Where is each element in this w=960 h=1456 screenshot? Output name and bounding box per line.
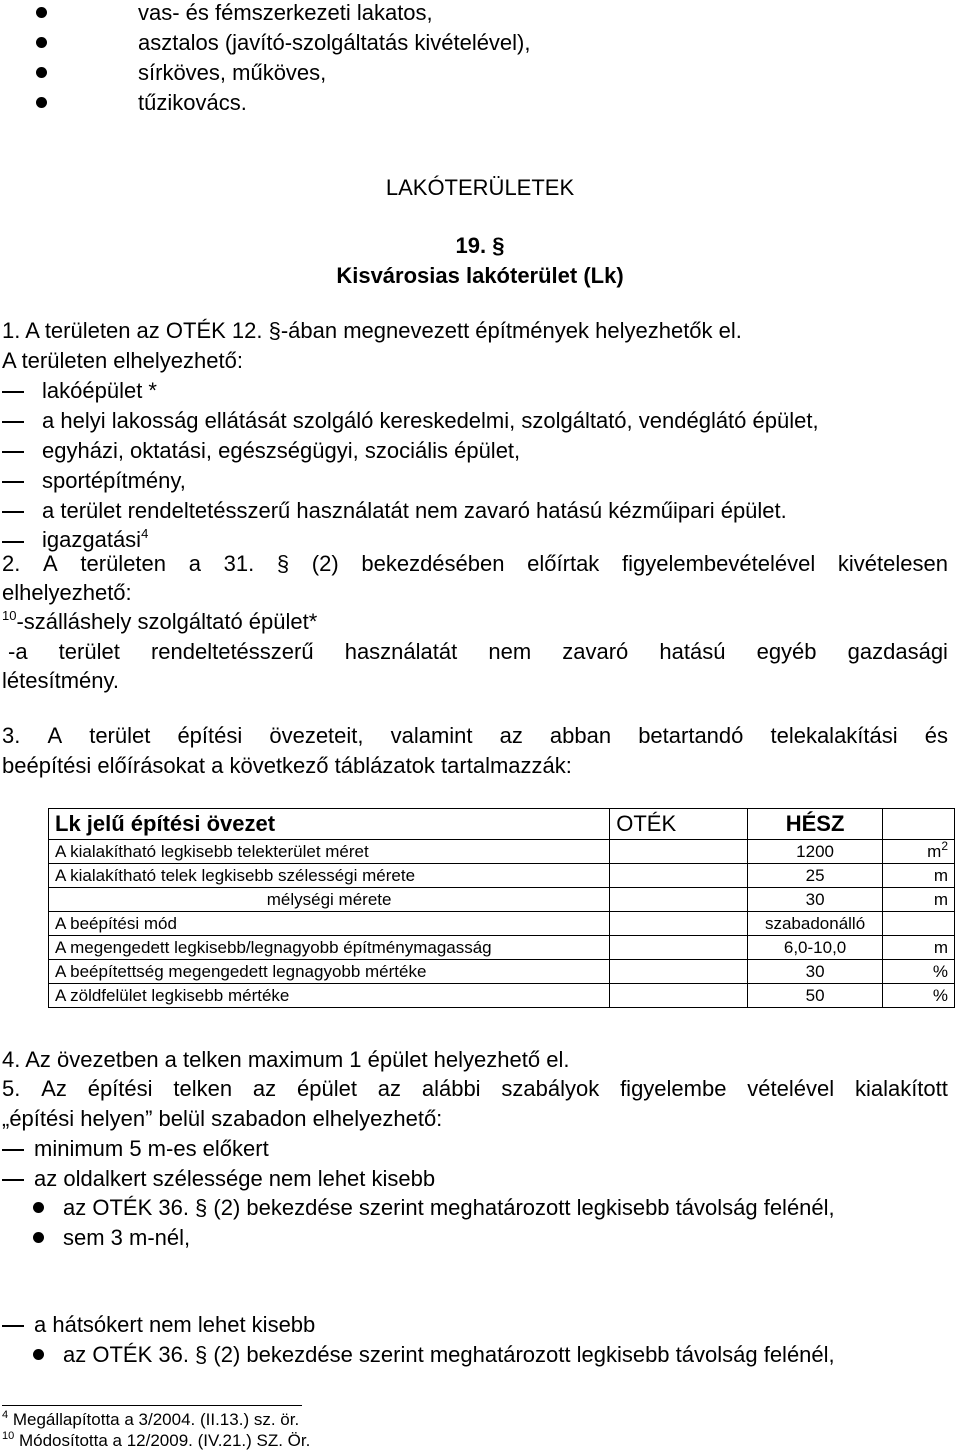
- word: használatát: [344, 639, 458, 664]
- header-hesz: HÉSZ: [748, 809, 883, 840]
- paragraph-title: Kisvárosias lakóterület (Lk): [336, 263, 624, 288]
- list-item-igazgatasi: [42, 527, 148, 553]
- row-value: 1200: [748, 840, 883, 864]
- word: (2): [311, 551, 339, 576]
- bullet-icon: [33, 1232, 44, 1243]
- table-row: [49, 864, 955, 888]
- word: építési: [177, 723, 243, 748]
- row-value: szabadonálló: [748, 912, 883, 936]
- word: 2.: [2, 551, 21, 576]
- point-2-line2: elhelyezhető:: [2, 580, 132, 605]
- footnote-number: 10: [2, 1430, 15, 1442]
- point-2-item1: [2, 609, 317, 635]
- word: egyéb: [756, 639, 817, 664]
- allowed-intro: A területen elhelyezhető:: [2, 348, 243, 373]
- word: terület: [58, 639, 120, 664]
- word: nem: [488, 639, 532, 664]
- table-row: [49, 840, 955, 864]
- word: figyelembe: [620, 1076, 727, 1101]
- word: épület: [296, 1076, 357, 1101]
- point-5-line2: „építési helyen” belül szabadon elhelyezhető:: [2, 1106, 443, 1131]
- row-otek: [610, 912, 748, 936]
- table-row: [49, 912, 955, 936]
- row-label: mélységi mérete: [49, 888, 610, 912]
- word: gazdasági: [847, 639, 948, 664]
- word: rendeltetésszerű: [150, 639, 314, 664]
- footnote-number: 4: [2, 1409, 9, 1421]
- footnote-separator: [2, 1405, 302, 1406]
- word: építési: [87, 1076, 153, 1101]
- list-item: vas- és fémszerkezeti lakatos,: [138, 0, 433, 25]
- paragraph-number: 19. §: [455, 233, 505, 258]
- footnote-text: Módosította a 12/2009. (IV.21.) SZ. Ör.: [14, 1431, 311, 1450]
- unit-text: m: [927, 841, 942, 861]
- list-item: az OTÉK 36. § (2) bekezdése szerint meghatározott legkisebb távolság felénél,: [63, 1342, 835, 1367]
- dash-icon: [2, 1179, 24, 1181]
- list-item: tűzikovács.: [138, 90, 247, 115]
- word: A: [47, 723, 63, 748]
- word: és: [924, 723, 948, 748]
- bullet-icon: [36, 97, 47, 108]
- dash-icon: [2, 421, 24, 423]
- point-3-line2: beépítési előírásokat a következő táblázatok tartalmazzák:: [2, 753, 572, 778]
- section-heading: LAKÓTERÜLETEK: [385, 175, 575, 200]
- footnote-text: Megállapította a 3/2004. (II.13.) sz. ör.: [8, 1410, 300, 1429]
- point-5-line1: [2, 1076, 948, 1102]
- word: A: [43, 551, 58, 576]
- bullet-icon: [36, 7, 47, 18]
- list-item: egyházi, oktatási, egészségügyi, szociális épület,: [42, 438, 521, 463]
- word: alábbi: [421, 1076, 481, 1101]
- dash-icon: [2, 541, 24, 543]
- item-text: igazgatási: [42, 527, 142, 552]
- row-otek: [610, 864, 748, 888]
- item-text: -szálláshely szolgáltató épület*: [16, 609, 318, 634]
- row-value: 6,0-10,0: [748, 936, 883, 960]
- list-item: lakóépület *: [42, 378, 157, 403]
- row-unit: %: [883, 960, 955, 984]
- list-item: a hátsókert nem lehet kisebb: [34, 1312, 316, 1337]
- word: telekalakítási: [770, 723, 898, 748]
- row-otek: [610, 960, 748, 984]
- word: §: [276, 551, 290, 576]
- footnote: [2, 1431, 310, 1451]
- word: abban: [549, 723, 612, 748]
- word: a: [188, 551, 201, 576]
- list-item: minimum 5 m-es előkert: [34, 1136, 269, 1161]
- list-item: sem 3 m-nél,: [63, 1225, 191, 1250]
- row-value: 25: [748, 864, 883, 888]
- dash-icon: [2, 1149, 24, 1151]
- list-item: sportépítmény,: [42, 468, 186, 493]
- row-label: A kialakítható legkisebb telekterület méret: [49, 840, 610, 864]
- table-row: [49, 960, 955, 984]
- row-unit: m: [883, 888, 955, 912]
- dash-icon: [2, 1325, 24, 1327]
- unit-sup: 2: [941, 838, 948, 853]
- list-item: asztalos (javító-szolgáltatás kivételével),: [138, 30, 531, 55]
- bullet-icon: [33, 1349, 44, 1360]
- word: vételével: [747, 1076, 835, 1101]
- word: kialakított: [854, 1076, 948, 1101]
- row-unit: %: [883, 984, 955, 1008]
- word: az: [499, 723, 523, 748]
- word: az: [252, 1076, 277, 1101]
- word: 5.: [2, 1076, 21, 1101]
- table-row: [49, 984, 955, 1008]
- word: telken: [173, 1076, 233, 1101]
- word: figyelembevételével: [621, 551, 816, 576]
- point-2-item2: [8, 639, 948, 665]
- word: területen: [80, 551, 167, 576]
- table-row: [49, 936, 955, 960]
- list-item: az oldalkert szélessége nem lehet kisebb: [34, 1166, 436, 1191]
- row-label: A kialakítható telek legkisebb szélességi mérete: [49, 864, 610, 888]
- point-1: 1. A területen az OTÉK 12. §-ában megnevezett építmények helyezhetők el.: [2, 318, 742, 343]
- zoning-table: [48, 808, 955, 1008]
- bullet-icon: [36, 37, 47, 48]
- row-unit: [883, 840, 955, 864]
- dash-icon: [2, 481, 24, 483]
- row-label: A megengedett legkisebb/legnagyobb építménymagasság: [49, 936, 610, 960]
- table-header: [49, 809, 955, 840]
- list-item: az OTÉK 36. § (2) bekezdése szerint meghatározott legkisebb távolság felénél,: [63, 1195, 835, 1220]
- row-otek: [610, 888, 748, 912]
- word: 3.: [2, 723, 21, 748]
- row-value: 30: [748, 960, 883, 984]
- footnote: [2, 1410, 299, 1430]
- word: valamint: [390, 723, 473, 748]
- word: zavaró: [562, 639, 629, 664]
- row-unit: m: [883, 864, 955, 888]
- list-item: a helyi lakosság ellátását szolgáló kereskedelmi, szolgáltató, vendéglátó épület,: [42, 408, 819, 433]
- word: övezeteit,: [269, 723, 364, 748]
- row-unit: m: [883, 936, 955, 960]
- word: Az: [41, 1076, 67, 1101]
- word: hatású: [659, 639, 726, 664]
- word: bekezdésében: [361, 551, 505, 576]
- word: terület: [89, 723, 151, 748]
- point-2-item2-end: létesítmény.: [2, 668, 119, 693]
- word: előírtak: [527, 551, 600, 576]
- word: az: [377, 1076, 402, 1101]
- word: kivételesen: [837, 551, 948, 576]
- header-zone: Lk jelű építési övezet: [49, 809, 610, 840]
- bullet-icon: [36, 67, 47, 78]
- list-item: sírköves, műköves,: [138, 60, 327, 85]
- row-value: 50: [748, 984, 883, 1008]
- point-2-line1: [2, 551, 948, 577]
- row-otek: [610, 936, 748, 960]
- word: szabályok: [501, 1076, 600, 1101]
- footnote-ref: 4: [141, 526, 149, 541]
- dash-icon: [2, 391, 24, 393]
- list-item: a terület rendeltetésszerű használatát nem zavaró hatású kézműipari épület.: [42, 498, 787, 523]
- row-value: 30: [748, 888, 883, 912]
- row-unit: [883, 912, 955, 936]
- row-otek: [610, 984, 748, 1008]
- word: betartandó: [638, 723, 744, 748]
- header-unit: [883, 809, 955, 840]
- bullet-icon: [33, 1202, 44, 1213]
- row-otek: [610, 840, 748, 864]
- header-otek: OTÉK: [610, 809, 748, 840]
- table-row: [49, 888, 955, 912]
- row-label: A beépítési mód: [49, 912, 610, 936]
- row-label: A beépítettség megengedett legnagyobb mértéke: [49, 960, 610, 984]
- word: 31.: [223, 551, 255, 576]
- footnote-ref: 10: [2, 608, 17, 623]
- dash-icon: [2, 511, 24, 513]
- point-3-line1: [2, 723, 948, 749]
- point-4: 4. Az övezetben a telken maximum 1 épület helyezhető el.: [2, 1047, 570, 1072]
- word: -a: [8, 639, 28, 664]
- dash-icon: [2, 451, 24, 453]
- row-label: A zöldfelület legkisebb mértéke: [49, 984, 610, 1008]
